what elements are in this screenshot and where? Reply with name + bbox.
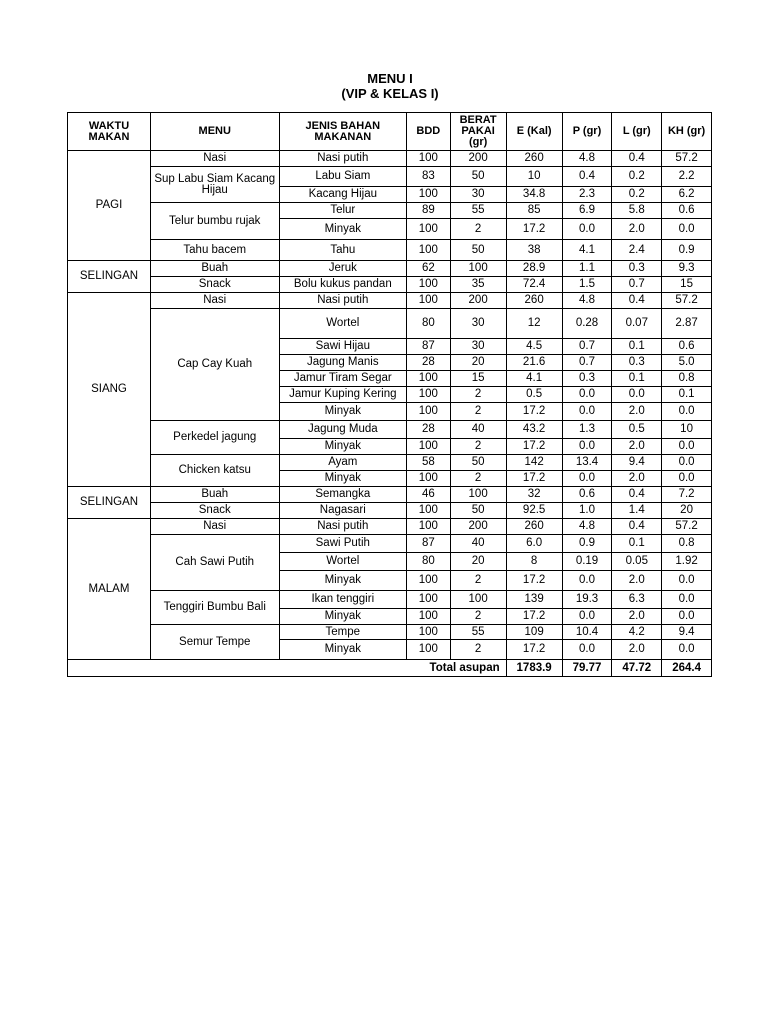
e-cell: 260 (506, 293, 562, 309)
table-row (68, 293, 712, 309)
l-cell: 0.5 (612, 421, 662, 439)
table-row (68, 591, 712, 609)
bahan-cell: Jeruk (279, 261, 407, 277)
bdd-cell: 87 (407, 535, 451, 553)
bdd-cell: 100 (407, 240, 451, 261)
e-cell: 32 (506, 487, 562, 503)
berat-cell: 2 (450, 387, 506, 403)
l-cell: 4.2 (612, 625, 662, 640)
e-cell: 38 (506, 240, 562, 261)
p-cell: 6.9 (562, 203, 612, 219)
kh-cell: 0.0 (662, 439, 712, 455)
menu-table (67, 112, 712, 677)
total-label: Total asupan (68, 660, 507, 677)
e-cell: 17.2 (506, 403, 562, 421)
kh-cell: 0.6 (662, 339, 712, 355)
bahan-cell: Tahu (279, 240, 407, 261)
kh-cell: 6.2 (662, 187, 712, 203)
kh-cell: 0.0 (662, 591, 712, 609)
l-cell: 2.0 (612, 609, 662, 625)
p-cell: 1.3 (562, 421, 612, 439)
header-e: E (Kal) (506, 113, 562, 151)
berat-cell: 200 (450, 293, 506, 309)
e-cell: 17.2 (506, 640, 562, 660)
berat-cell: 35 (450, 277, 506, 293)
l-cell: 0.3 (612, 355, 662, 371)
l-cell: 0.2 (612, 167, 662, 187)
bdd-cell: 100 (407, 219, 451, 240)
menu-cell: Nasi (150, 519, 279, 535)
berat-cell: 55 (450, 203, 506, 219)
menu-cell: Nasi (150, 151, 279, 167)
bahan-cell: Wortel (279, 553, 407, 571)
kh-cell: 15 (662, 277, 712, 293)
kh-cell: 0.8 (662, 371, 712, 387)
berat-cell: 200 (450, 519, 506, 535)
bdd-cell: 28 (407, 421, 451, 439)
berat-cell: 50 (450, 240, 506, 261)
kh-cell: 2.2 (662, 167, 712, 187)
bahan-cell: Sawi Hijau (279, 339, 407, 355)
kh-cell: 2.87 (662, 309, 712, 339)
kh-cell: 0.0 (662, 609, 712, 625)
e-cell: 10 (506, 167, 562, 187)
berat-cell: 50 (450, 455, 506, 471)
bdd-cell: 80 (407, 309, 451, 339)
berat-cell: 2 (450, 609, 506, 625)
e-cell: 85 (506, 203, 562, 219)
e-cell: 142 (506, 455, 562, 471)
total-kh: 264.4 (662, 660, 712, 677)
bahan-cell: Nasi putih (279, 151, 407, 167)
table-row (68, 519, 712, 535)
kh-cell: 0.1 (662, 387, 712, 403)
kh-cell: 0.8 (662, 535, 712, 553)
bdd-cell: 100 (407, 519, 451, 535)
l-cell: 0.4 (612, 293, 662, 309)
bahan-cell: Minyak (279, 609, 407, 625)
l-cell: 0.1 (612, 535, 662, 553)
header-jenis: JENIS BAHAN MAKANAN (279, 113, 407, 151)
menu-cell: Nasi (150, 293, 279, 309)
bahan-cell: Ayam (279, 455, 407, 471)
header-bdd: BDD (407, 113, 451, 151)
kh-cell: 0.6 (662, 203, 712, 219)
e-cell: 17.2 (506, 609, 562, 625)
header-berat: BERAT PAKAI (gr) (450, 113, 506, 151)
l-cell: 5.8 (612, 203, 662, 219)
p-cell: 4.1 (562, 240, 612, 261)
bahan-cell: Labu Siam (279, 167, 407, 187)
p-cell: 0.0 (562, 439, 612, 455)
berat-cell: 2 (450, 403, 506, 421)
berat-cell: 100 (450, 591, 506, 609)
bdd-cell: 100 (407, 640, 451, 660)
kh-cell: 1.92 (662, 553, 712, 571)
berat-cell: 40 (450, 421, 506, 439)
l-cell: 0.1 (612, 339, 662, 355)
p-cell: 2.3 (562, 187, 612, 203)
bdd-cell: 100 (407, 187, 451, 203)
p-cell: 0.0 (562, 219, 612, 240)
p-cell: 4.8 (562, 519, 612, 535)
p-cell: 1.0 (562, 503, 612, 519)
berat-cell: 50 (450, 167, 506, 187)
berat-cell: 2 (450, 640, 506, 660)
bdd-cell: 100 (407, 151, 451, 167)
kh-cell: 10 (662, 421, 712, 439)
kh-cell: 0.0 (662, 471, 712, 487)
p-cell: 4.8 (562, 151, 612, 167)
table-row (68, 487, 712, 503)
e-cell: 8 (506, 553, 562, 571)
bdd-cell: 89 (407, 203, 451, 219)
header-menu: MENU (150, 113, 279, 151)
table-row (68, 535, 712, 553)
berat-cell: 2 (450, 219, 506, 240)
e-cell: 12 (506, 309, 562, 339)
bdd-cell: 87 (407, 339, 451, 355)
bahan-cell: Jamur Kuping Kering (279, 387, 407, 403)
bdd-cell: 100 (407, 293, 451, 309)
p-cell: 0.0 (562, 471, 612, 487)
l-cell: 0.4 (612, 519, 662, 535)
table-row (68, 167, 712, 187)
header-waktu: WAKTU MAKAN (68, 113, 151, 151)
kh-cell: 57.2 (662, 293, 712, 309)
bdd-cell: 100 (407, 403, 451, 421)
kh-cell: 0.9 (662, 240, 712, 261)
p-cell: 0.4 (562, 167, 612, 187)
l-cell: 1.4 (612, 503, 662, 519)
bahan-cell: Ikan tenggiri (279, 591, 407, 609)
berat-cell: 20 (450, 355, 506, 371)
waktu-cell: SIANG (68, 293, 151, 487)
waktu-cell: PAGI (68, 151, 151, 261)
table-row (68, 421, 712, 439)
bahan-cell: Minyak (279, 439, 407, 455)
e-cell: 260 (506, 151, 562, 167)
waktu-cell: SELINGAN (68, 487, 151, 519)
e-cell: 0.5 (506, 387, 562, 403)
kh-cell: 9.4 (662, 625, 712, 640)
p-cell: 0.0 (562, 403, 612, 421)
bahan-cell: Nagasari (279, 503, 407, 519)
table-row (68, 261, 712, 277)
menu-cell: Tenggiri Bumbu Bali (150, 591, 279, 625)
e-cell: 17.2 (506, 439, 562, 455)
bdd-cell: 80 (407, 553, 451, 571)
berat-cell: 40 (450, 535, 506, 553)
menu-cell: Semur Tempe (150, 625, 279, 660)
table-row (68, 151, 712, 167)
table-row (68, 240, 712, 261)
e-cell: 4.1 (506, 371, 562, 387)
bdd-cell: 100 (407, 387, 451, 403)
e-cell: 92.5 (506, 503, 562, 519)
e-cell: 139 (506, 591, 562, 609)
p-cell: 0.6 (562, 487, 612, 503)
e-cell: 72.4 (506, 277, 562, 293)
e-cell: 6.0 (506, 535, 562, 553)
p-cell: 1.1 (562, 261, 612, 277)
kh-cell: 5.0 (662, 355, 712, 371)
kh-cell: 0.0 (662, 455, 712, 471)
waktu-cell: MALAM (68, 519, 151, 660)
p-cell: 0.3 (562, 371, 612, 387)
bdd-cell: 28 (407, 355, 451, 371)
l-cell: 0.4 (612, 487, 662, 503)
kh-cell: 57.2 (662, 151, 712, 167)
bdd-cell: 100 (407, 503, 451, 519)
bdd-cell: 46 (407, 487, 451, 503)
kh-cell: 9.3 (662, 261, 712, 277)
menu-cell: Snack (150, 277, 279, 293)
p-cell: 0.28 (562, 309, 612, 339)
kh-cell: 0.0 (662, 571, 712, 591)
header-l: L (gr) (612, 113, 662, 151)
p-cell: 13.4 (562, 455, 612, 471)
bahan-cell: Sawi Putih (279, 535, 407, 553)
table-row (68, 203, 712, 219)
kh-cell: 0.0 (662, 219, 712, 240)
l-cell: 6.3 (612, 591, 662, 609)
total-l: 47.72 (612, 660, 662, 677)
berat-cell: 15 (450, 371, 506, 387)
l-cell: 0.1 (612, 371, 662, 387)
e-cell: 21.6 (506, 355, 562, 371)
berat-cell: 30 (450, 339, 506, 355)
table-row (68, 277, 712, 293)
kh-cell: 7.2 (662, 487, 712, 503)
menu-cell: Chicken katsu (150, 455, 279, 487)
kh-cell: 20 (662, 503, 712, 519)
l-cell: 0.3 (612, 261, 662, 277)
total-e: 1783.9 (506, 660, 562, 677)
l-cell: 0.7 (612, 277, 662, 293)
menu-cell: Buah (150, 487, 279, 503)
menu-cell: Snack (150, 503, 279, 519)
bahan-cell: Jagung Manis (279, 355, 407, 371)
bdd-cell: 100 (407, 371, 451, 387)
page-subtitle: (VIP & KELAS I) (341, 86, 439, 101)
bahan-cell: Jamur Tiram Segar (279, 371, 407, 387)
l-cell: 2.4 (612, 240, 662, 261)
berat-cell: 55 (450, 625, 506, 640)
table-row (68, 625, 712, 640)
e-cell: 109 (506, 625, 562, 640)
header-row (68, 113, 712, 151)
l-cell: 2.0 (612, 403, 662, 421)
p-cell: 0.9 (562, 535, 612, 553)
p-cell: 0.0 (562, 609, 612, 625)
berat-cell: 2 (450, 471, 506, 487)
bahan-cell: Telur (279, 203, 407, 219)
bahan-cell: Nasi putih (279, 519, 407, 535)
bdd-cell: 100 (407, 571, 451, 591)
bdd-cell: 100 (407, 625, 451, 640)
menu-cell: Buah (150, 261, 279, 277)
bdd-cell: 100 (407, 277, 451, 293)
berat-cell: 20 (450, 553, 506, 571)
e-cell: 43.2 (506, 421, 562, 439)
p-cell: 19.3 (562, 591, 612, 609)
l-cell: 0.0 (612, 387, 662, 403)
l-cell: 0.07 (612, 309, 662, 339)
l-cell: 0.4 (612, 151, 662, 167)
table-row (68, 309, 712, 339)
p-cell: 10.4 (562, 625, 612, 640)
bdd-cell: 58 (407, 455, 451, 471)
berat-cell: 30 (450, 187, 506, 203)
bahan-cell: Minyak (279, 471, 407, 487)
p-cell: 4.8 (562, 293, 612, 309)
p-cell: 0.0 (562, 387, 612, 403)
p-cell: 0.7 (562, 355, 612, 371)
menu-cell: Telur bumbu rujak (150, 203, 279, 240)
l-cell: 0.2 (612, 187, 662, 203)
e-cell: 17.2 (506, 219, 562, 240)
table-row (68, 455, 712, 471)
bahan-cell: Nasi putih (279, 293, 407, 309)
p-cell: 1.5 (562, 277, 612, 293)
page-title: MENU I (367, 71, 413, 86)
e-cell: 260 (506, 519, 562, 535)
e-cell: 34.8 (506, 187, 562, 203)
l-cell: 2.0 (612, 640, 662, 660)
l-cell: 2.0 (612, 439, 662, 455)
e-cell: 17.2 (506, 471, 562, 487)
bdd-cell: 83 (407, 167, 451, 187)
bdd-cell: 100 (407, 591, 451, 609)
p-cell: 0.0 (562, 571, 612, 591)
e-cell: 4.5 (506, 339, 562, 355)
berat-cell: 200 (450, 151, 506, 167)
l-cell: 2.0 (612, 471, 662, 487)
bahan-cell: Jagung Muda (279, 421, 407, 439)
berat-cell: 30 (450, 309, 506, 339)
kh-cell: 0.0 (662, 640, 712, 660)
bdd-cell: 100 (407, 609, 451, 625)
l-cell: 2.0 (612, 571, 662, 591)
total-p: 79.77 (562, 660, 612, 677)
bdd-cell: 62 (407, 261, 451, 277)
bahan-cell: Minyak (279, 571, 407, 591)
bahan-cell: Tempe (279, 625, 407, 640)
bahan-cell: Bolu kukus pandan (279, 277, 407, 293)
berat-cell: 50 (450, 503, 506, 519)
header-kh: KH (gr) (662, 113, 712, 151)
bdd-cell: 100 (407, 439, 451, 455)
bahan-cell: Semangka (279, 487, 407, 503)
total-row (68, 660, 712, 677)
berat-cell: 2 (450, 571, 506, 591)
bahan-cell: Minyak (279, 403, 407, 421)
bahan-cell: Minyak (279, 640, 407, 660)
menu-cell: Sup Labu Siam Kacang Hijau (150, 167, 279, 203)
bdd-cell: 100 (407, 471, 451, 487)
p-cell: 0.0 (562, 640, 612, 660)
e-cell: 17.2 (506, 571, 562, 591)
p-cell: 0.7 (562, 339, 612, 355)
menu-cell: Tahu bacem (150, 240, 279, 261)
berat-cell: 100 (450, 261, 506, 277)
l-cell: 0.05 (612, 553, 662, 571)
bahan-cell: Wortel (279, 309, 407, 339)
menu-cell: Cap Cay Kuah (150, 309, 279, 421)
menu-cell: Perkedel jagung (150, 421, 279, 455)
kh-cell: 0.0 (662, 403, 712, 421)
berat-cell: 100 (450, 487, 506, 503)
e-cell: 28.9 (506, 261, 562, 277)
l-cell: 9.4 (612, 455, 662, 471)
bahan-cell: Kacang Hijau (279, 187, 407, 203)
l-cell: 2.0 (612, 219, 662, 240)
table-row (68, 503, 712, 519)
p-cell: 0.19 (562, 553, 612, 571)
menu-cell: Cah Sawi Putih (150, 535, 279, 591)
bahan-cell: Minyak (279, 219, 407, 240)
header-p: P (gr) (562, 113, 612, 151)
berat-cell: 2 (450, 439, 506, 455)
kh-cell: 57.2 (662, 519, 712, 535)
waktu-cell: SELINGAN (68, 261, 151, 293)
